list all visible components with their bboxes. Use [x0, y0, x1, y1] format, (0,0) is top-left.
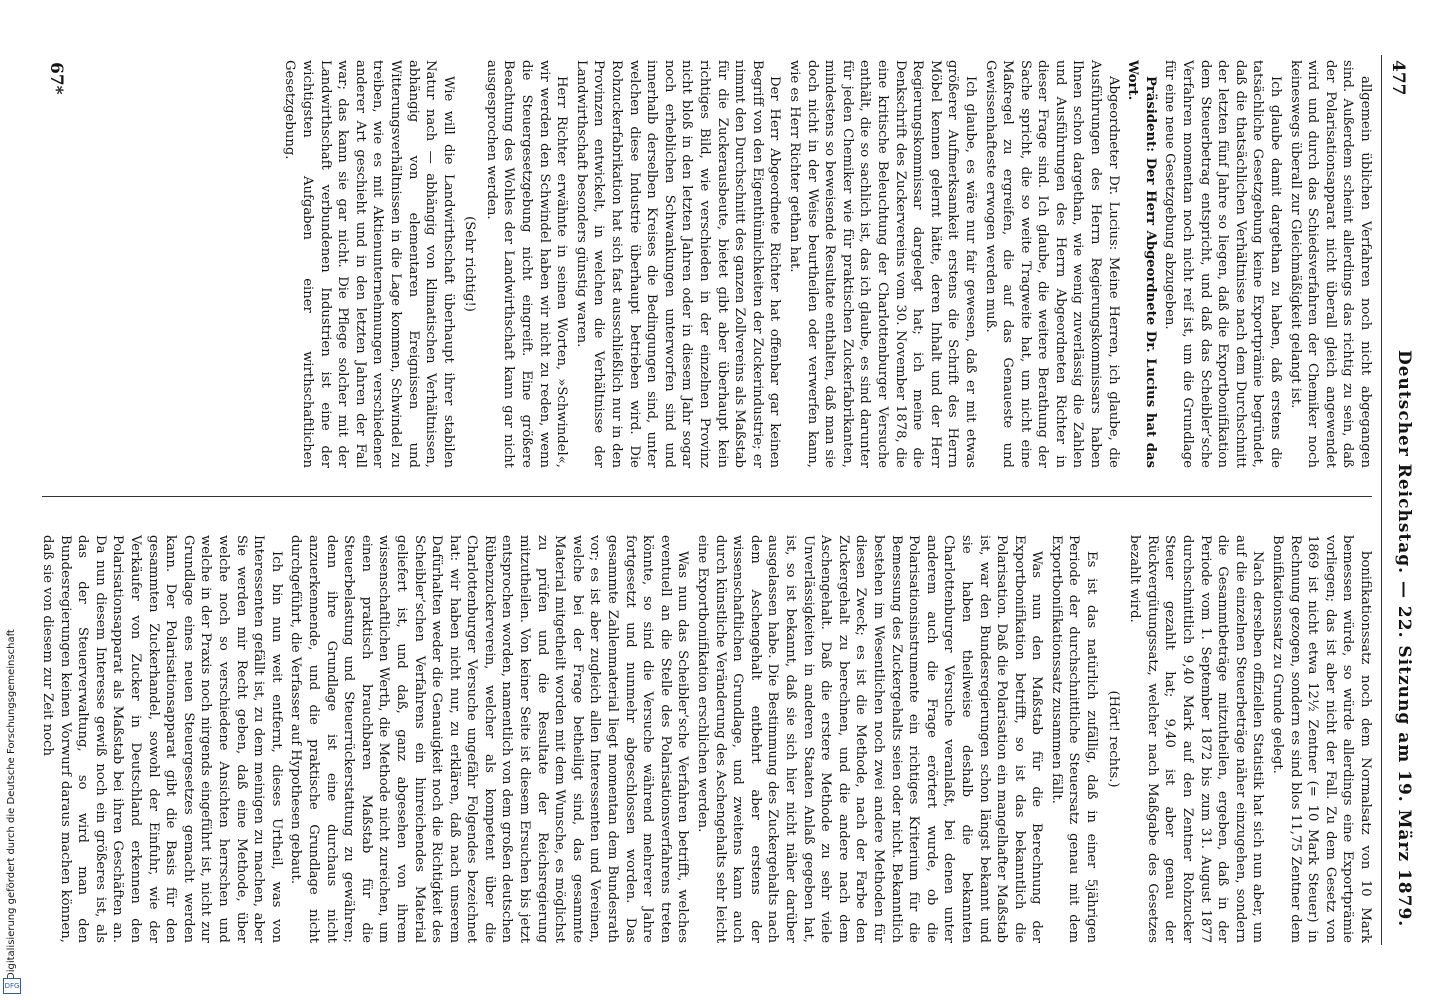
running-header	[1384, 60, 1414, 940]
paragraph: Ich glaube damit dargethan zu haben, daß erstens die tatsächliche Gesetzgebung keine Exportprämie begründet, daß die thatsächlichen Verhältnisse nach dem Durchschnitt der letzten fünf Jahre so liegen, daß die Exportbonifikation dem Steuerbetrag entspricht, und daß das Scheibler’sche Verfahren momentan noch nicht reif ist, um die Grundlage für eine neue Gesetzgebung abzugeben.	[1162, 60, 1284, 468]
header-title: Deutscher Reichstag. — 22. Sitzung am 19. März 1879.	[1394, 350, 1414, 928]
paragraph: Der Herr Abgeordnete Richter hat offenbar gar keinen Begriff von den Eigenthümlichkeiten der Zuckerindustrie; er nimmt den Durchschnitt des ganzen Zollvereins als Maßstab für die Zuckerausbeute, bietet gibt aber überhaupt kein richtiges Bild, wie verschieden in der einzelnen Provinz nicht bloß in den letzten Jahren oder in diesem Jahr sogar noch erheblichen Schwankungen unterworfen sind und innerhalb derselben Kreises die Bedingungen sind, unter welchen diese Industrie überhaupt betrieben wird. Die Rohzuckerfabrikation hat sich fast ausschließlich nur in den Provinzen entwickelt, in welchen die Verhältnisse der Landwirthschaft besonders günstig waren.	[573, 60, 783, 468]
paragraph: Abgeordneter Dr. Lucius: Meine Herren, ich glaube, die Ausführungen des Herrn Regierungskommissars haben Ihnen schon dargethan, wie wenig zuverlässig die Zahlen und Ausführungen des Herrn Abgeordneten Richter in dieser Frage sind. Ich glaube, die weitere Berathung der Sache spricht, die so weite Tragweite hat, um nicht eine Maßregel zu ergreifen, die auf das Genaueste und Gewissenhafteste erwogen werden muß.	[982, 60, 1121, 468]
paragraph: Was nun den Maßstab für die Berechnung der Exportbonifikation betrifft, so ist das bekanntlich die Polarisation. Daß die Polarisation ein mangelhafter Maßstab ist, war den Bundesregierungen schon längst bekannt und sie haben theilweise deshalb die bekannten Charlottenburger Versuche veranlaßt, bei denen unter anderem auch die Frage erörtert wurde, ob die Polarisationsinstrumente ein richtiges Kriterium für die Bemessung des Zuckergehalts seien oder nicht. Bekanntlich bestehen im Wesentlichen noch zwei andere Methoden für diesen Zweck; es ist die Methode, nach der Farbe den Zuckergehalt zu berechnen, und die andere nach dem Aschengehalt. Daß die erstere Methode zu sehr viele Unverlässigkeiten in anderen Staaten Anlaß gegeben hat, ist, so ist bekannt, daß sie sich hier nicht näher darüber ausgelassen habe. Die Bestimmung des Zuckergehalts nach dem Aschengehalt entbehrt aber erstens der wissenschaftlichen Grundlage, und zweitens kann auch durch künstliche Veränderung des Aschengehalts sehr leicht eine Exportbonifikation erschlichen werden.	[695, 535, 1045, 943]
column-divider	[42, 496, 1372, 497]
header-rule	[1381, 55, 1382, 945]
paragraph: allgemein üblichen Verfahren noch nicht abgegangen sind. Außerdem scheint allerdings das richtig zu sein, daß der Polarisationsapparat nicht überall gleich angewendet wird und durch das Schiedsverfahren der Chemiker noch keineswegs überall zur Gleichmäßigkeit gelangt ist.	[1287, 60, 1373, 468]
paragraph: Es ist das natürlich zufällig, daß in einer 5jährigen Periode der durchschnittliche Steuersatz genau mit dem Exportbonifikationssatz zusammen fällt.	[1048, 535, 1100, 943]
page-number: 477	[1388, 60, 1408, 96]
paragraph: Herr Richter erwähnte in seinen Worten, »Schwindel«, wir werden den Schwindel haben wir nicht zu reden, wenn die Steuergesetzgebung nicht eingreift. Eine größere Beachtung des Wohles der Landwirthschaft kann gar nicht ausgesprochen werden.	[483, 60, 570, 468]
paragraph: Was nun das Scheibler’sche Verfahren betrifft, welches eventuell an die Stelle des Polarisationsverfahrens treten könnte, so sind die Versuche während mehrerer Jahre fortgesetzt und nunmehr abgeschlossen worden. Das gesammte Zahlenmaterial liegt momentan dem Bundesrath vor; es ist aber zugleich allen Interessenten und Vereinen, welche bei der Frage betheiligt sind, das gesammte Material mitgetheilt worden mit dem Wunsche, es möglichst zu prüfen und die Resultate der Reichsregierung mitzutheilen. Von keiner Seite ist diesem Ersuchen bis jetzt entsprochen worden, namentlich von dem großen deutschen Rübenzuckerverein, welcher als kompetent über die Charlottenburger Versuche ungefähr Folgendes bezeichnet hat: wir haben nicht nur, zu erklären, daß nach unserem Dafürhalten weder die Genauigkeit noch die Richtigkeit des Scheibler’schen Verfahrens ein hinreichendes Material geliefert ist, und daß, ganz abgesehen von ihrem wissenschaftlichen Werth, die Methode nicht zureichen, um einen praktisch brauchbaren Maßstab für die Steuerbelastung und Steuerrückerstattung zu gewähren; denn ihre Grundlage ist eine durchaus nicht anzuerkennende, und die praktische Grundlage nicht durchgeführt, die Verfasser auf Hypothesen gebaut.	[288, 535, 691, 943]
interjection: (Sehr richtig!)	[462, 216, 478, 312]
paragraph: Nach derselben offiziellen Statistik hat sich nun aber, um auf die einzelnen Steuerbeträge näher einzugehen, sondern die Gesammtbeträge mitzutheilen, ergeben, daß in der Periode vom 1. September 1872 bis zum 31. August 1877 durchschnittlich 9,40 Mark auf den Zentner Rohzucker Steuer gezahlt hat; 9,40 ist aber genau der Rückvergütungssatz, welcher nach Maßgabe des Gesetzes bezahlt wird.	[1127, 535, 1266, 943]
paragraph: Ich bin nun weit entfernt, dieses Urtheil, was von Interessenten gefällt ist, zu dem meinigen zu machen, aber Sie werden mir Recht geben, daß eine Methode, über welche noch so verschiedene Ansichten herrschen und welche in der Praxis noch nirgends eingeführt ist, nicht zur Grundlage eines neuen Steuergesetzes gemacht werden kann. Der Polarisationsapparat gibt die Basis für den gesammten Zuckerhandel, sowohl der Einfuhr, wie der Verkäufer von Zucker in Deutschland erkennen den Polarisationsapparat als Maßstab bei ihren Geschäften an. Da nun diesem Interesse gewiß noch ein größeres ist, als das der Steuerverwaltung, so wird man den Bundesregierungen keinen Vorwurf daraus machen können, daß sie von diesem zur Zeit noch	[40, 535, 284, 943]
credit-text: Digitalisierung gefördert durch die Deutsche Forschungsgemeinschaft	[6, 629, 17, 980]
interjection: (Hört! rechts.)	[1105, 690, 1121, 788]
speaker-paragraph: Präsident: Der Herr Abgeordnete Dr. Lucius hat das Wort.	[1125, 60, 1158, 468]
paragraph: bonifikationssatz noch dem Normalsatz von 10 Mark bemessen würde, so würde allerdings eine Exportprämie vorliegen; das ist aber nicht der Fall. Zu dem Gesetz von 1869 ist nicht etwa 12½ Zentner (= 10 Mark Steuer) in Rechnung gezogen, sondern es sind blos 11,75 Zentner dem Bonifikationssatz zu Grunde gelegt.	[1270, 535, 1373, 943]
left-text-column	[54, 60, 1374, 468]
paragraph: Wie will die Landwirthschaft überhaupt ihrer stabilen Natur nach — abhängig von klimatischen Verhältnissen, abhängig von elementaren Ereignissen und Witterungsverhältnissen in die Lage kommen, Schwindel zu treiben, wie es mit Aktienunternehmungen verschiedener anderer Art geschieht und in den letzten Jahren der Fall war; das kann sie gar nicht. Die Pflege solcher mit der Landwirthschaft verbundenen Industrien ist eine der wichtigsten Aufgaben einer wirthschaftlichen Gesetzgebung.	[282, 60, 456, 468]
paragraph: Ich glaube, es wäre nur fair gewesen, daß er mit etwas größerer Aufmerksamkeit erstens die Schrift des Herrn Möbel kennen gelernt hätte, deren Inhalt und der Herr Regierungskommissar dargelegt hat; ich meine die Denkschrift des Zuckervereins vom 30. November 1878, die eine kritische Beleuchtung der Charlottenburger Versuche enthält, die so sachlich ist, das ich glaube, es sind darunter für jeden Chemiker wie für praktischen Zuckerfabrikanten, mindestens so beweisende Resultate enthalten, daß man sie doch nicht in der Weise beurtheilen oder verwerfen kann, wie es Herr Richter gethan hat.	[787, 60, 978, 468]
digitization-credit	[6, 560, 20, 980]
dfg-logo: DFG	[3, 978, 21, 994]
signature-folio: 67*	[46, 62, 66, 95]
right-text-column	[40, 535, 1374, 943]
